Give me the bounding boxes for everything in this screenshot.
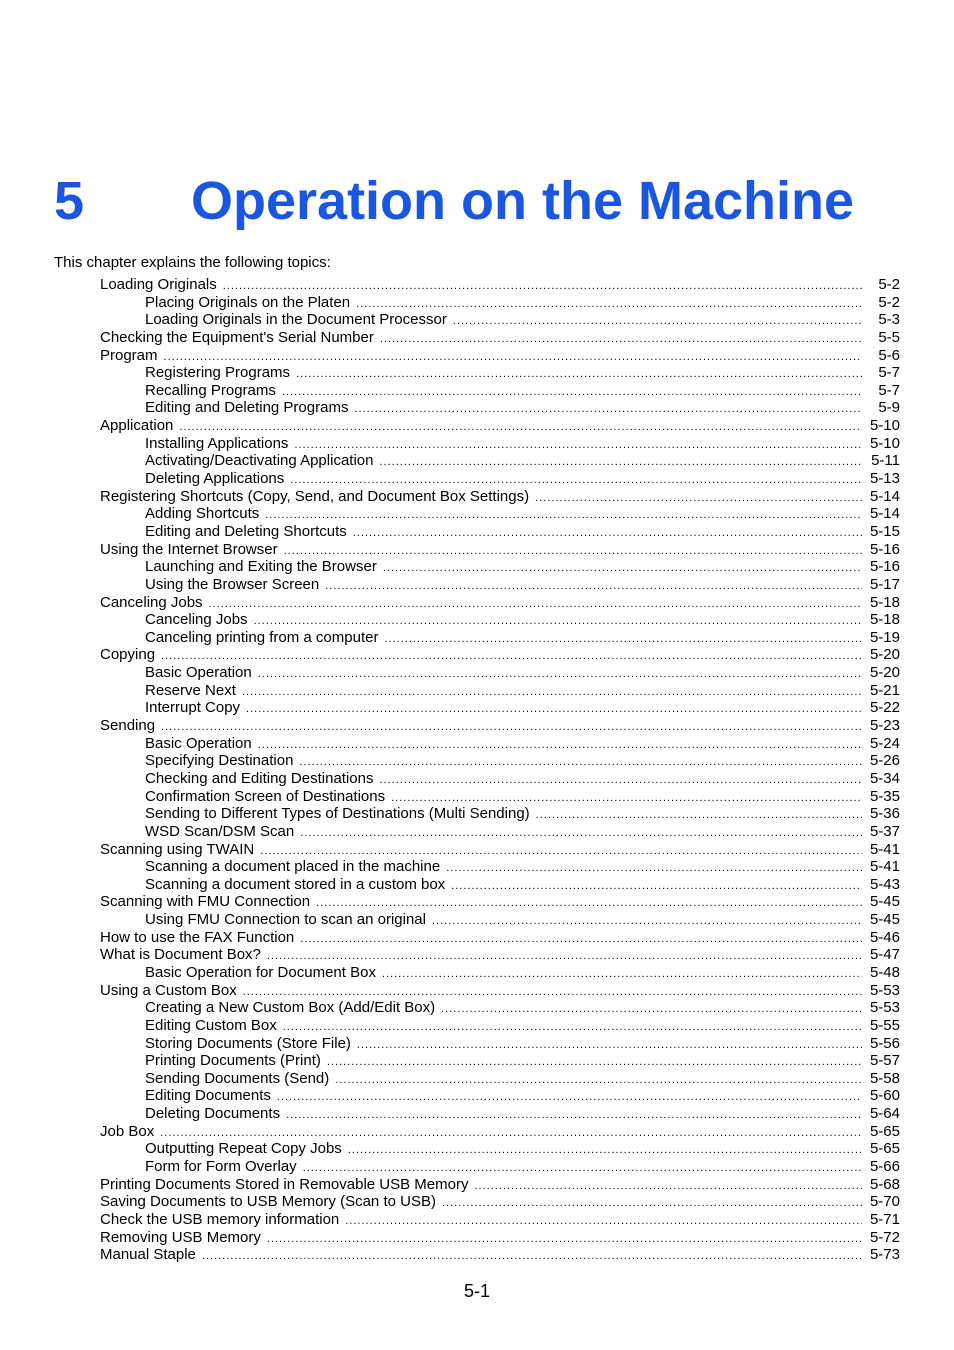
toc-subentry[interactable]: [0, 523, 954, 541]
toc-entry-page: 5-18: [869, 593, 900, 611]
toc-entry-page: 5-36: [869, 805, 900, 823]
toc-subentry[interactable]: [0, 1035, 954, 1053]
toc-entry-page: 5-66: [869, 1158, 900, 1176]
toc-subentry[interactable]: [0, 576, 954, 594]
toc-entry-page: 5-71: [869, 1210, 900, 1228]
toc-entry-page: 5-16: [869, 540, 900, 558]
dot-leader: [202, 1248, 862, 1266]
chapter-intro: This chapter explains the following topics:: [54, 254, 331, 271]
toc-entry-title: Canceling Jobs: [100, 593, 203, 611]
toc-entry-title: Registering Programs: [145, 364, 291, 382]
toc-entry-page: 5-16: [869, 558, 900, 576]
chapter-header: [54, 168, 900, 234]
toc-entry-page: 5-21: [869, 681, 900, 699]
toc-entry-page: 5-64: [869, 1105, 900, 1123]
toc-entry-title: Using FMU Connection to scan an original: [145, 911, 426, 929]
toc-entry-page: 5-58: [869, 1069, 900, 1087]
toc-entry-title: Deleting Documents: [145, 1105, 281, 1123]
toc-entry-title: Basic Operation: [145, 664, 252, 682]
toc-subentry[interactable]: [0, 629, 954, 647]
toc-subentry[interactable]: [0, 1140, 954, 1158]
toc-entry-title: Confirmation Screen of Destinations: [145, 787, 386, 805]
toc-subentry[interactable]: [0, 788, 954, 806]
toc-entry[interactable]: [0, 276, 954, 294]
toc-subentry[interactable]: [0, 505, 954, 523]
toc-entry-title: Using the Browser Screen: [145, 575, 320, 593]
toc-subentry[interactable]: [0, 1105, 954, 1123]
toc-entry-page: 5-14: [869, 505, 900, 523]
toc-entry[interactable]: [0, 594, 954, 612]
toc-subentry[interactable]: [0, 294, 954, 312]
toc-entry-title: Canceling Jobs: [145, 611, 248, 629]
toc-subentry[interactable]: [0, 452, 954, 470]
toc-subentry[interactable]: [0, 364, 954, 382]
toc-subentry[interactable]: [0, 558, 954, 576]
toc-subentry[interactable]: [0, 682, 954, 700]
toc-entry-page: 5-20: [869, 664, 900, 682]
toc-entry-title: Printing Documents Stored in Removable USB Memory: [100, 1175, 469, 1193]
toc-subentry[interactable]: [0, 1052, 954, 1070]
toc-subentry[interactable]: [0, 470, 954, 488]
toc-entry-page: 5-53: [869, 981, 900, 999]
toc-subentry[interactable]: [0, 664, 954, 682]
toc-subentry[interactable]: [0, 999, 954, 1017]
toc-entry-title: Loading Originals: [100, 276, 217, 293]
toc-entry-title: Removing USB Memory: [100, 1228, 261, 1246]
toc-entry-title: Using a Custom Box: [100, 981, 237, 999]
toc-entry-page: 5-9: [878, 399, 900, 417]
toc-subentry[interactable]: [0, 752, 954, 770]
toc-entry-title: Launching and Exiting the Browser: [145, 558, 377, 576]
toc-entry-page: 5-26: [869, 752, 900, 770]
toc-entry[interactable]: [0, 329, 954, 347]
toc-entry-page: 5-37: [869, 822, 900, 840]
toc-entry-title: Sending to Different Types of Destinations (Multi Sending): [145, 805, 530, 823]
chapter-title: Operation on the Machine: [191, 171, 855, 231]
toc-entry-title: Editing and Deleting Shortcuts: [145, 522, 347, 540]
toc-entry-page: 5-19: [869, 628, 900, 646]
toc-entry-title: Basic Operation: [145, 734, 252, 752]
toc-entry-page: 5-43: [869, 875, 900, 893]
toc-subentry[interactable]: [0, 1070, 954, 1088]
toc-entry[interactable]: [0, 841, 954, 859]
toc-subentry[interactable]: [0, 770, 954, 788]
toc-entry[interactable]: [0, 646, 954, 664]
toc-subentry[interactable]: [0, 311, 954, 329]
toc-entry-title: How to use the FAX Function: [100, 928, 295, 946]
toc-entry-page: 5-22: [869, 699, 900, 717]
toc-entry-title: Scanning using TWAIN: [100, 840, 255, 858]
toc-subentry[interactable]: [0, 876, 954, 894]
toc-entry-page: 5-65: [869, 1122, 900, 1140]
toc-subentry[interactable]: [0, 805, 954, 823]
toc-entry-title: WSD Scan/DSM Scan: [145, 822, 295, 840]
toc-entry-title: Interrupt Copy: [145, 699, 241, 717]
chapter-number: 5: [54, 171, 85, 231]
toc-entry[interactable]: [0, 1193, 954, 1211]
toc-entry-page: 5-13: [869, 470, 900, 488]
toc-entry-title: Copying: [100, 646, 156, 664]
toc-entry-title: Outputting Repeat Copy Jobs: [145, 1140, 342, 1158]
toc-subentry[interactable]: [0, 964, 954, 982]
toc-entry[interactable]: [0, 1229, 954, 1247]
toc-entry-page: 5-17: [869, 575, 900, 593]
toc-entry-page: 5-10: [869, 434, 900, 452]
toc-entry-page: 5-45: [869, 893, 900, 911]
toc-entry-page: 5-70: [869, 1193, 900, 1211]
toc-entry-title: Saving Documents to USB Memory (Scan to USB): [100, 1193, 436, 1211]
toc-entry-title: Editing Documents: [145, 1087, 271, 1105]
toc-entry[interactable]: [0, 417, 954, 435]
toc-subentry[interactable]: [0, 1017, 954, 1035]
toc-entry-title: Loading Originals in the Document Processor: [145, 311, 447, 329]
toc-entry-title: Sending Documents (Send): [145, 1069, 330, 1087]
toc-entry-page: 5-68: [869, 1175, 900, 1193]
toc-entry-page: 5-57: [869, 1052, 900, 1070]
toc-entry-title: Storing Documents (Store File): [145, 1034, 351, 1052]
toc-subentry[interactable]: [0, 382, 954, 400]
toc-entry-page: 5-11: [871, 452, 900, 470]
toc-entry-title: Scanning a document stored in a custom box: [145, 875, 446, 893]
toc-entry-page: 5-2: [878, 276, 900, 293]
toc-entry-page: 5-41: [869, 858, 900, 876]
toc-entry-page: 5-47: [869, 946, 900, 964]
toc-entry-page: 5-34: [869, 769, 900, 787]
toc-entry[interactable]: [0, 1123, 954, 1141]
toc-entry-page: 5-53: [869, 999, 900, 1017]
toc-entry-title: What is Document Box?: [100, 946, 261, 964]
toc-subentry[interactable]: [0, 399, 954, 417]
toc-entry-title: Reserve Next: [145, 681, 236, 699]
toc-entry-page: 5-24: [869, 734, 900, 752]
toc-entry-title: Installing Applications: [145, 434, 289, 452]
toc-entry-title: Basic Operation for Document Box: [145, 963, 376, 981]
toc-entry-page: 5-10: [869, 417, 900, 435]
toc-entry-page: 5-41: [869, 840, 900, 858]
toc-entry[interactable]: [0, 1246, 954, 1264]
toc-entry-page: 5-56: [869, 1034, 900, 1052]
toc-entry-title: Manual Staple: [100, 1246, 196, 1264]
toc-entry-title: Adding Shortcuts: [145, 505, 260, 523]
toc-entry[interactable]: [0, 541, 954, 559]
toc-entry-page: 5-73: [869, 1246, 900, 1264]
toc-entry-title: Scanning with FMU Connection: [100, 893, 311, 911]
toc-entry-title: Deleting Applications: [145, 470, 285, 488]
toc-subentry[interactable]: [0, 1158, 954, 1176]
toc-subentry[interactable]: [0, 823, 954, 841]
toc-entry-page: 5-55: [869, 1016, 900, 1034]
toc-entry-title: Checking the Equipment's Serial Number: [100, 328, 374, 346]
toc-entry[interactable]: [0, 488, 954, 506]
toc-entry-page: 5-7: [878, 364, 900, 382]
toc-entry-page: 5-5: [878, 328, 900, 346]
toc-subentry[interactable]: [0, 911, 954, 929]
toc-entry[interactable]: [0, 1211, 954, 1229]
toc-entry-page: 5-18: [869, 611, 900, 629]
toc-entry-page: 5-20: [869, 646, 900, 664]
toc-subentry[interactable]: [0, 699, 954, 717]
toc-entry-title: Scanning a document placed in the machine: [145, 858, 441, 876]
toc-entry-title: Placing Originals on the Platen: [145, 293, 351, 311]
toc-entry[interactable]: [0, 982, 954, 1000]
toc-subentry[interactable]: [0, 435, 954, 453]
toc-entry-title: Using the Internet Browser: [100, 540, 278, 558]
toc-entry-title: Checking and Editing Destinations: [145, 769, 374, 787]
toc-entry-page: 5-48: [869, 963, 900, 981]
toc-entry-page: 5-23: [869, 717, 900, 735]
toc-entry-title: Printing Documents (Print): [145, 1052, 321, 1070]
table-of-contents: [0, 276, 954, 1264]
toc-subentry[interactable]: [0, 735, 954, 753]
toc-entry[interactable]: [0, 1176, 954, 1194]
toc-entry-page: 5-3: [878, 311, 900, 329]
toc-entry[interactable]: [0, 717, 954, 735]
toc-entry-title: Editing Custom Box: [145, 1016, 277, 1034]
toc-entry-page: 5-7: [878, 381, 900, 399]
toc-entry[interactable]: [0, 893, 954, 911]
toc-entry-page: 5-65: [869, 1140, 900, 1158]
toc-entry-title: Application: [100, 417, 174, 435]
toc-entry[interactable]: [0, 946, 954, 964]
toc-entry-title: Creating a New Custom Box (Add/Edit Box): [145, 999, 436, 1017]
toc-entry-title: Recalling Programs: [145, 381, 276, 399]
toc-entry-page: 5-15: [869, 522, 900, 540]
toc-entry-title: Form for Form Overlay: [145, 1158, 297, 1176]
toc-entry-page: 5-46: [869, 928, 900, 946]
toc-entry-title: Specifying Destination: [145, 752, 294, 770]
toc-subentry[interactable]: [0, 1087, 954, 1105]
toc-entry-page: 5-14: [869, 487, 900, 505]
toc-entry-title: Editing and Deleting Programs: [145, 399, 349, 417]
toc-entry-title: Activating/Deactivating Application: [145, 452, 374, 470]
toc-entry[interactable]: [0, 347, 954, 365]
toc-entry-page: 5-6: [878, 346, 900, 364]
toc-entry-title: Registering Shortcuts (Copy, Send, and Document Box Settings): [100, 487, 530, 505]
toc-subentry[interactable]: [0, 611, 954, 629]
toc-entry-page: 5-60: [869, 1087, 900, 1105]
toc-entry[interactable]: [0, 929, 954, 947]
toc-entry-title: Check the USB memory information: [100, 1210, 340, 1228]
toc-entry-title: Canceling printing from a computer: [145, 628, 379, 646]
toc-subentry[interactable]: [0, 858, 954, 876]
toc-entry-title: Program: [100, 346, 158, 364]
toc-entry-title: Sending: [100, 717, 156, 735]
toc-entry-page: 5-72: [869, 1228, 900, 1246]
toc-entry-page: 5-45: [869, 911, 900, 929]
toc-entry-title: Job Box: [100, 1122, 155, 1140]
toc-entry-page: 5-2: [878, 293, 900, 311]
page-number: 5-1: [463, 1281, 490, 1301]
toc-entry-page: 5-35: [869, 787, 900, 805]
